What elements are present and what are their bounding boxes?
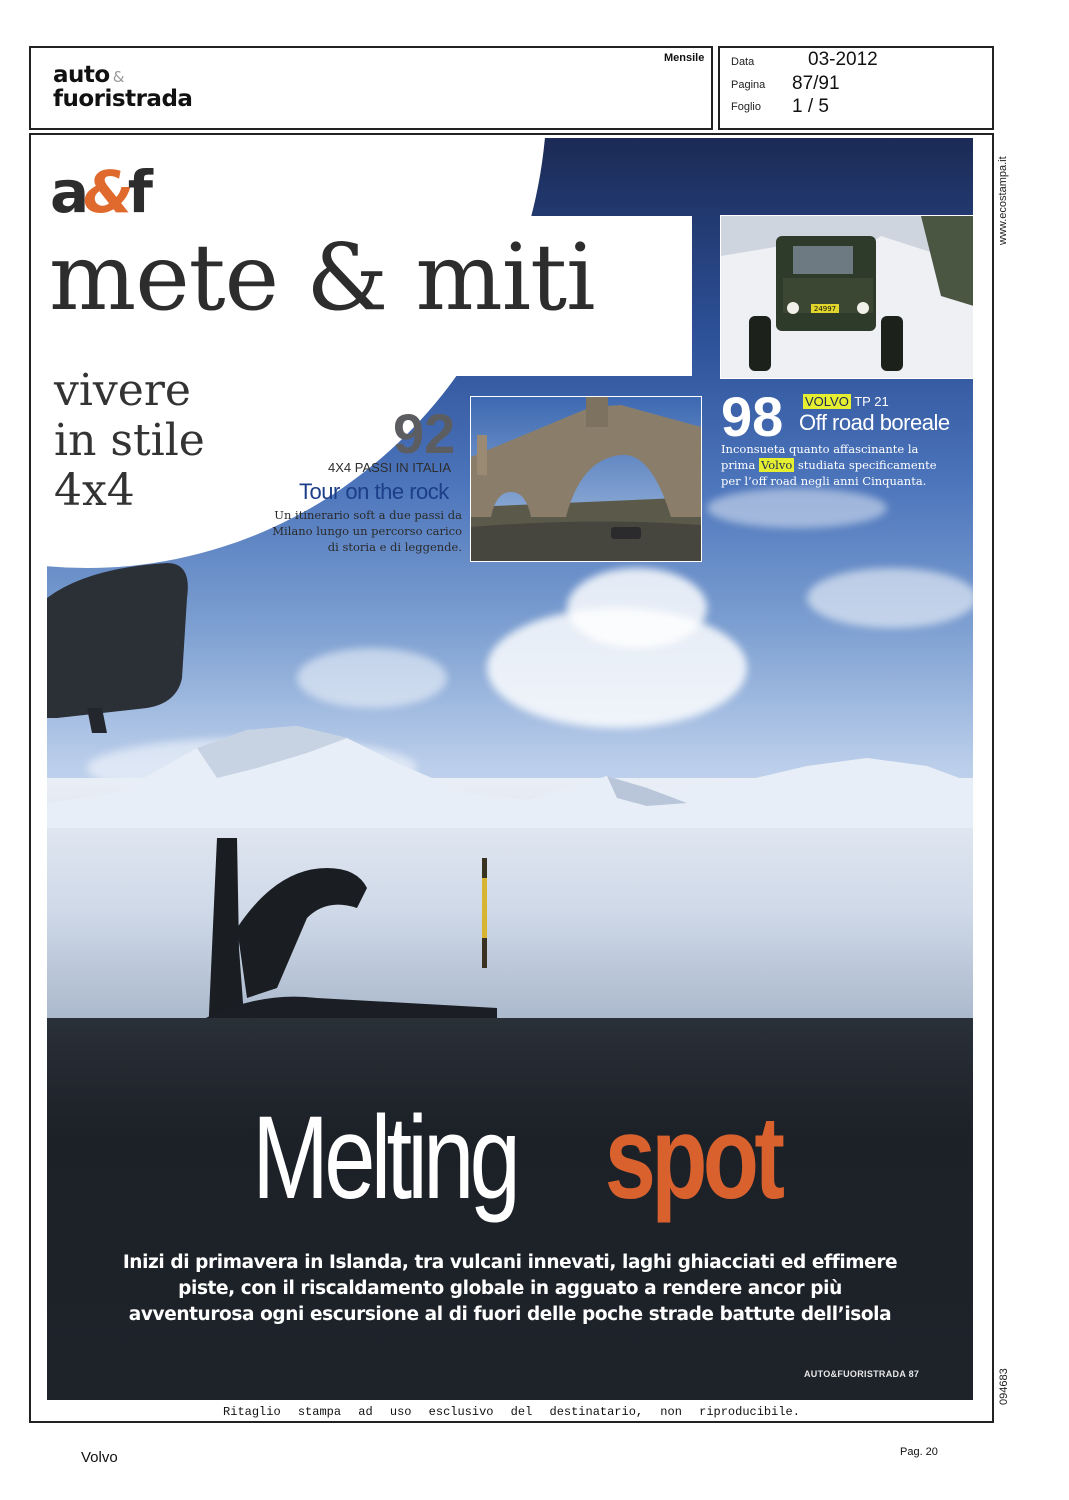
rearview-mirror — [47, 558, 197, 738]
af-letter-a: a — [50, 158, 84, 226]
clipping-disclaimer: Ritaglio stampa ad uso esclusivo del destinatario, non riproducibile. — [223, 1405, 800, 1419]
meta-value-pagina: 87/91 — [792, 73, 840, 94]
bridge-illustration — [471, 397, 701, 561]
af-brand-logo — [50, 158, 147, 226]
page-folio: AUTO&FUORISTRADA 87 — [804, 1369, 920, 1379]
kicker-highlight: VOLVO — [805, 394, 849, 409]
meta-value-data: 03-2012 — [808, 49, 878, 70]
publication-logo — [53, 64, 192, 110]
dek-line — [721, 457, 961, 473]
meta-value-foglio: 1 / 5 — [792, 96, 829, 117]
teaser-92-page-number: 92 — [393, 402, 456, 465]
clipping-code: 094683 — [998, 1368, 1010, 1405]
meta-label-data: Data — [731, 56, 755, 68]
section-title: mete & miti — [49, 224, 595, 331]
magazine-page — [47, 138, 973, 1400]
truck-plate-text: 24997 — [813, 305, 837, 313]
dek-line: di storia e di leggende. — [327, 540, 462, 554]
truck-photo — [720, 215, 973, 379]
page-reference: Pag. 20 — [900, 1446, 938, 1458]
article-subtitle — [87, 1250, 933, 1328]
website-vertical: www.ecostampa.it — [997, 156, 1009, 245]
subtitle-line: piste, con il riscaldamento globale in agguato a rendere ancor più — [178, 1278, 842, 1299]
tagline-line: 4x4 — [54, 465, 135, 516]
dek-highlight: Volvo — [760, 458, 793, 472]
dek-line: Inconsueta quanto affascinante la — [721, 442, 919, 456]
cloud — [567, 568, 707, 648]
article-title — [47, 1093, 973, 1223]
cloud — [297, 648, 447, 708]
bridge-photo — [470, 396, 702, 562]
dek-line: Milano lungo un percorso carico — [272, 524, 462, 538]
title-light: Melting — [252, 1092, 517, 1224]
tagline-line: in stile — [54, 415, 205, 466]
dek-line: Un itinerario soft a due passi da — [274, 508, 462, 522]
meta-label-pagina: Pagina — [731, 79, 766, 91]
teaser-92-dek — [262, 507, 462, 555]
logo-line2: fuoristrada — [53, 86, 193, 112]
tagline-line: vivere — [54, 365, 191, 416]
truck-illustration — [721, 216, 973, 378]
cloud — [807, 568, 973, 628]
dek-line: per l’off road negli anni Cinquanta. — [721, 474, 927, 488]
section-tagline — [54, 366, 205, 516]
teaser-98-dek — [721, 441, 961, 489]
subtitle-line: Inizi di primavera in Islanda, tra vulcani innevati, laghi ghiacciati ed effimere — [122, 1252, 898, 1273]
title-bold: spot — [604, 1092, 780, 1224]
keyword-label: Volvo — [81, 1449, 118, 1466]
af-letter-f: f — [127, 158, 147, 226]
teaser-98-headline: Off road boreale — [799, 410, 950, 435]
logo-amp: & — [112, 68, 124, 86]
teaser-98-kicker — [803, 394, 889, 409]
meta-label-foglio: Foglio — [731, 101, 761, 113]
teaser-92-headline: Tour on the rock — [299, 479, 449, 504]
kicker-rest: TP 21 — [850, 394, 889, 409]
teaser-92-kicker: 4X4 PASSI IN ITALIA — [328, 460, 452, 475]
cloud — [707, 488, 887, 528]
teaser-98-page-number: 98 — [721, 385, 784, 448]
frequency-label: Mensile — [664, 52, 705, 64]
dek-text: studiata specificamente — [794, 458, 937, 472]
af-amp: & — [83, 158, 128, 226]
logo-line1: auto — [53, 62, 110, 88]
subtitle-line: avventurosa ogni escursione al di fuori delle poche strade battute dell’isola — [128, 1304, 892, 1325]
dek-text: prima — [721, 458, 759, 472]
